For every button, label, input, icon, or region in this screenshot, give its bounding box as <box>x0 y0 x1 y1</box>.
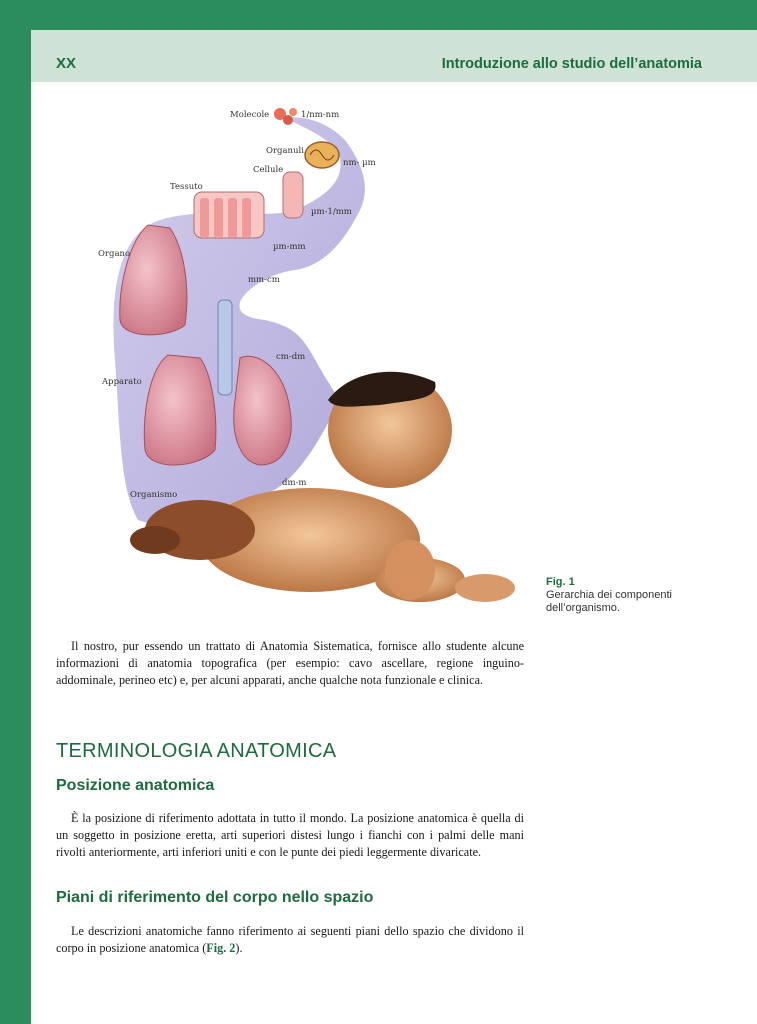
label-organuli: Organuli <box>266 146 304 156</box>
top-color-bar <box>31 0 757 30</box>
left-color-strip <box>0 0 31 1024</box>
label-tessuto: Tessuto <box>170 182 203 192</box>
section-heading: TERMINOLOGIA ANATOMICA <box>56 740 337 762</box>
subsection-heading-piani: Piani di riferimento del corpo nello spazio <box>56 889 374 906</box>
label-um-mm1: µm-1/mm <box>311 207 352 217</box>
cell-shape <box>283 172 303 218</box>
figure-caption <box>546 576 672 615</box>
molecule-sphere <box>289 108 297 116</box>
molecule-sphere <box>283 115 293 125</box>
label-apparato: Apparato <box>102 377 142 387</box>
subsection-heading-posizione: Posizione anatomica <box>56 777 215 794</box>
label-cm-dm: cm-dm <box>276 352 306 362</box>
label-dm-m: dm-m <box>282 478 307 488</box>
fig-2-reference[interactable]: Fig. 2 <box>206 941 236 955</box>
caption-fig-label: Fig. 1 <box>546 576 575 588</box>
label-molecole: Molecole <box>230 110 270 120</box>
label-um-mm: µm-mm <box>273 242 306 252</box>
piani-paragraph <box>56 923 524 957</box>
organ-lung-shape <box>120 225 187 335</box>
label-organo: Organo <box>98 249 131 259</box>
caption-line-1: Gerarchia dei componenti <box>546 589 672 601</box>
trachea-shape <box>218 300 232 395</box>
label-cellule: Cellule <box>253 165 284 175</box>
running-title: Introduzione allo studio dell’anatomia <box>441 56 702 72</box>
caption-line-2: dell’organismo. <box>546 602 620 614</box>
figure-hierarchy <box>90 100 530 620</box>
label-mm-cm: mm-cm <box>248 275 280 285</box>
label-organismo: Organismo <box>130 490 178 500</box>
figure-illustration <box>90 100 530 620</box>
label-nm-um: nm- µm <box>343 158 376 168</box>
tissue-shape <box>194 192 264 238</box>
piani-text-before: Le descrizioni anatomiche fanno riferimento ai seguenti piani dello spazio che dividono il corpo in posizione anatomica ( <box>56 924 524 955</box>
label-nm: 1/nm-nm <box>301 110 340 120</box>
posizione-paragraph: È la posizione di riferimento adottata in tutto il mondo. La posizione anatomica è quella di un soggetto in posizione eretta, arti superiori distesi lungo i fianchi con i palmi delle mani rivolti anteriormente, arti inferiori uniti e con le punte dei piedi leggermente divaricate. <box>56 811 524 859</box>
page-number: XX <box>56 55 77 72</box>
intro-paragraph: Il nostro, pur essendo un trattato di Anatomia Sistematica, fornisce allo studente alcune informazioni di anatomia topografica (per esempio: cavo ascellare, regione inguino-addominale, perineo etc) e, per alcuni apparati, anche qualche nota funzionale e clinica. <box>56 639 524 687</box>
piani-text-after: ). <box>235 941 243 955</box>
